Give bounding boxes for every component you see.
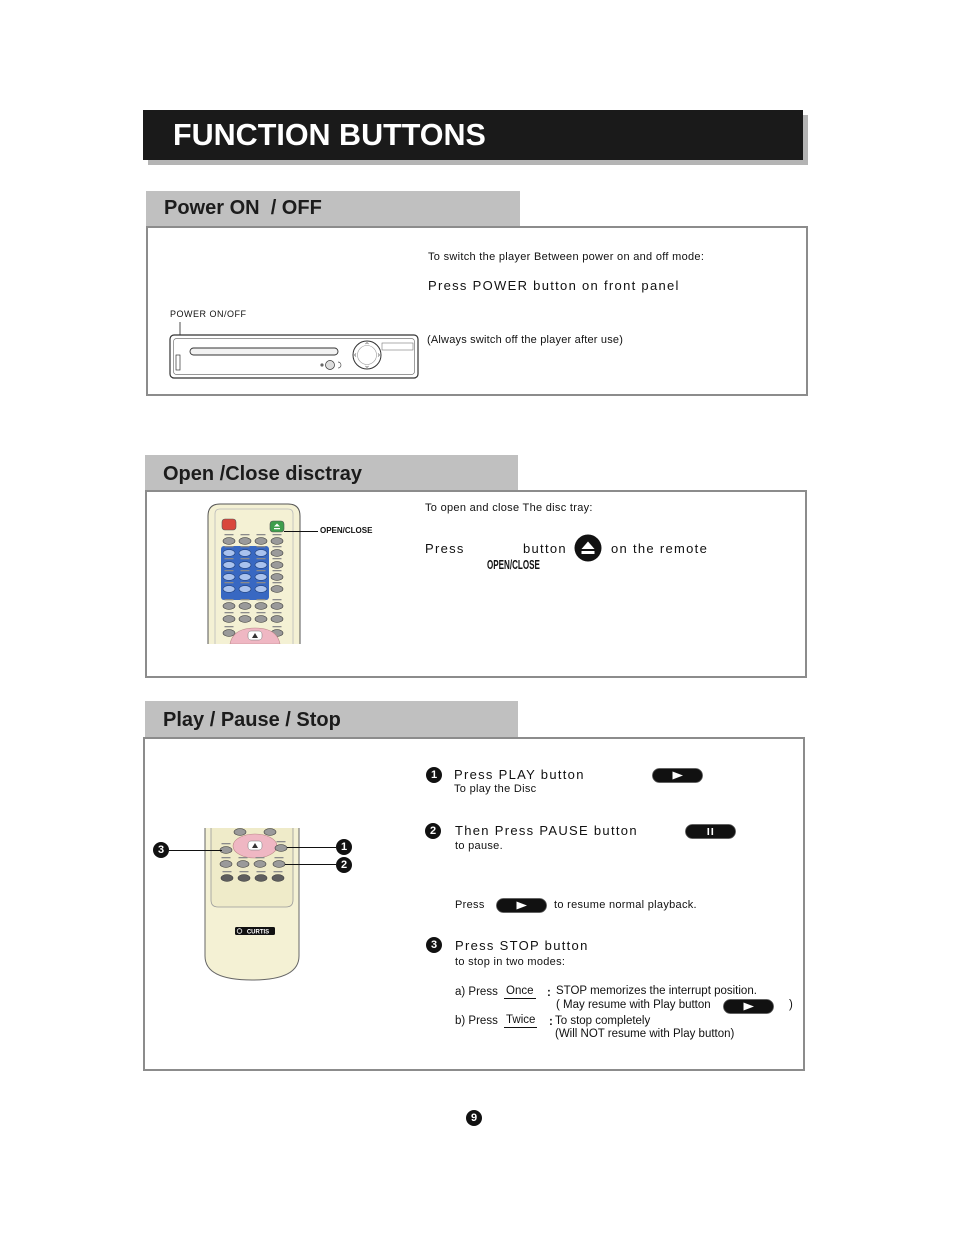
step-desc-1: To play the Disc	[454, 783, 537, 795]
remote-button-label-mark	[273, 546, 282, 547]
remote-button-label-mark	[223, 871, 232, 872]
remote-button-label-mark	[239, 857, 248, 858]
remote-button-label-mark	[225, 626, 234, 627]
eject-icon	[574, 534, 602, 562]
remote-button	[255, 574, 267, 581]
callout-line-2	[285, 864, 336, 865]
remote-button	[220, 861, 232, 868]
disctray-press: Press	[425, 541, 465, 556]
remote-button	[223, 603, 235, 610]
pause-icon-bar-right	[712, 828, 714, 835]
remote-button-label-mark	[273, 599, 282, 600]
remote-button	[255, 562, 267, 569]
remote-button	[234, 829, 246, 836]
remote-button	[255, 875, 267, 882]
remote-button	[223, 550, 235, 557]
remote-button	[273, 861, 285, 868]
remote-button-label-mark	[257, 871, 266, 872]
mode-a-line1: STOP memorizes the interrupt position.	[556, 985, 757, 997]
remote-button	[237, 861, 249, 868]
remote-button-label-mark	[257, 582, 266, 583]
remote-button	[239, 562, 251, 569]
remote-button	[223, 630, 235, 637]
mode-a-line2: ( May resume with Play button	[556, 999, 711, 1011]
callout-line-3	[169, 850, 222, 851]
mode-b-line1: To stop completely	[555, 1015, 651, 1027]
remote-button	[271, 603, 283, 610]
step-number-1: 1	[426, 767, 442, 783]
remote-button	[223, 562, 235, 569]
power-intro: To switch the player Between power on and off mode:	[428, 251, 705, 263]
remote-control-icon	[202, 828, 302, 982]
brand-logo-text: CURTIS	[246, 929, 270, 936]
remote-button	[239, 616, 251, 623]
dvd-player-icon	[168, 318, 422, 382]
remote-button	[255, 550, 267, 557]
remote-power-button	[222, 519, 236, 530]
eject-icon-bar	[582, 551, 595, 554]
indicator-light	[320, 363, 323, 366]
remote-button-label-mark	[274, 871, 283, 872]
remote-button	[239, 603, 251, 610]
remote-button-label-mark	[256, 857, 265, 858]
section-heading-disctray: Open /Close disctray	[163, 463, 362, 485]
remote-button-label-mark	[273, 570, 282, 571]
resume-press: Press	[455, 899, 485, 911]
front-button	[326, 361, 335, 370]
mode-b-word: Twice	[506, 1014, 536, 1026]
mode-a-prefix: a) Press	[455, 986, 498, 998]
remote-button	[239, 574, 251, 581]
play-icon	[723, 999, 774, 1014]
remote-button	[239, 550, 251, 557]
remote-button	[223, 616, 235, 623]
remote-button	[239, 586, 251, 593]
remote-button	[223, 538, 235, 545]
remote-button	[264, 829, 276, 836]
step-title-3: Press STOP button	[455, 938, 589, 953]
pause-icon	[685, 824, 736, 839]
pause-icon-pill	[686, 825, 736, 839]
remote-button	[255, 603, 267, 610]
remote-button	[271, 574, 283, 581]
remote-button-label-mark	[257, 570, 266, 571]
remote-control-icon	[206, 500, 302, 644]
remote-button-label-mark	[241, 570, 250, 571]
play-icon	[496, 898, 547, 913]
remote-button-label-mark	[257, 558, 266, 559]
remote-button	[255, 586, 267, 593]
step-desc-3: to stop in two modes:	[455, 956, 566, 968]
remote-button-label-mark	[222, 843, 231, 844]
mode-a-word: Once	[506, 985, 534, 997]
remote-button-label-mark	[273, 534, 282, 535]
disctray-intro: To open and close The disc tray:	[425, 502, 593, 514]
power-instruction: Press POWER button on front panel	[428, 278, 680, 293]
remote-button-label-mark	[257, 612, 266, 613]
remote-button-label-mark	[241, 546, 250, 547]
remote-button-label-mark	[273, 558, 282, 559]
remote-button-label-mark	[273, 626, 282, 627]
callout-number-2: 2	[336, 857, 352, 873]
section-heading-power: Power ON / OFF	[164, 197, 322, 219]
remote-button	[271, 562, 283, 569]
remote-button	[223, 586, 235, 593]
remote-button	[272, 875, 284, 882]
callout-line-1	[287, 847, 336, 848]
remote-open-close-label: OPEN/CLOSE	[320, 526, 373, 535]
remote-button-label-mark	[222, 857, 231, 858]
power-note: (Always switch off the player after use)	[427, 334, 624, 346]
step-number-3: 3	[426, 937, 442, 953]
mode-b-prefix: b) Press	[455, 1015, 498, 1027]
remote-button-label-mark	[225, 558, 234, 559]
disc-slot	[190, 348, 338, 355]
mode-a-close: )	[789, 999, 793, 1011]
step-desc-2: to pause.	[455, 840, 503, 852]
section-heading-playback: Play / Pause / Stop	[163, 709, 341, 731]
remote-button	[271, 538, 283, 545]
remote-button	[239, 538, 251, 545]
open-close-leader-line	[284, 531, 318, 532]
remote-button-label-mark	[275, 857, 284, 858]
remote-button	[255, 538, 267, 545]
remote-button-label-mark	[225, 534, 234, 535]
mode-b-separator: :	[549, 1016, 553, 1028]
remote-button	[271, 616, 283, 623]
remote-button-label-mark	[241, 534, 250, 535]
page-number: 9	[466, 1110, 482, 1126]
remote-button	[254, 861, 266, 868]
remote-button-label-mark	[225, 582, 234, 583]
mode-a-separator: :	[547, 987, 551, 999]
remote-button-label-mark	[241, 582, 250, 583]
remote-button	[255, 616, 267, 623]
disctray-button-name: OPEN/CLOSE	[486, 557, 540, 572]
pause-icon-bar-left	[708, 828, 710, 835]
remote-button-label-mark	[225, 546, 234, 547]
callout-number-1: 1	[336, 839, 352, 855]
remote-button	[271, 550, 283, 557]
disctray-button-word: button	[523, 541, 567, 556]
remote-button-label-mark	[241, 612, 250, 613]
remote-button-label-mark	[273, 582, 282, 583]
remote-button	[238, 875, 250, 882]
remote-button-label-mark	[273, 612, 282, 613]
remote-button-label-mark	[241, 558, 250, 559]
remote-button	[271, 586, 283, 593]
remote-button-label-mark	[257, 546, 266, 547]
step-number-2: 2	[425, 823, 441, 839]
callout-number-3: 3	[153, 842, 169, 858]
play-icon	[652, 768, 703, 783]
remote-button-label-mark	[225, 570, 234, 571]
remote-button-label-mark	[257, 599, 266, 600]
step-title-1: Press PLAY button	[454, 767, 585, 782]
remote-button	[221, 875, 233, 882]
mode-b-line2: (Will NOT resume with Play button)	[555, 1028, 735, 1040]
step-title-2: Then Press PAUSE button	[455, 823, 638, 838]
disctray-suffix: on the remote	[611, 541, 709, 556]
page-title: FUNCTION BUTTONS	[173, 118, 486, 152]
remote-button	[275, 845, 287, 852]
remote-button-label-mark	[257, 534, 266, 535]
remote-button	[223, 574, 235, 581]
remote-button-label-mark	[240, 871, 249, 872]
remote-button-label-mark	[225, 612, 234, 613]
remote-button-label-mark	[225, 599, 234, 600]
remote-button-label-mark	[241, 599, 250, 600]
remote-button-label-mark	[277, 841, 286, 842]
power-device-label: POWER ON/OFF	[170, 309, 247, 319]
resume-text: to resume normal playback.	[554, 899, 697, 911]
